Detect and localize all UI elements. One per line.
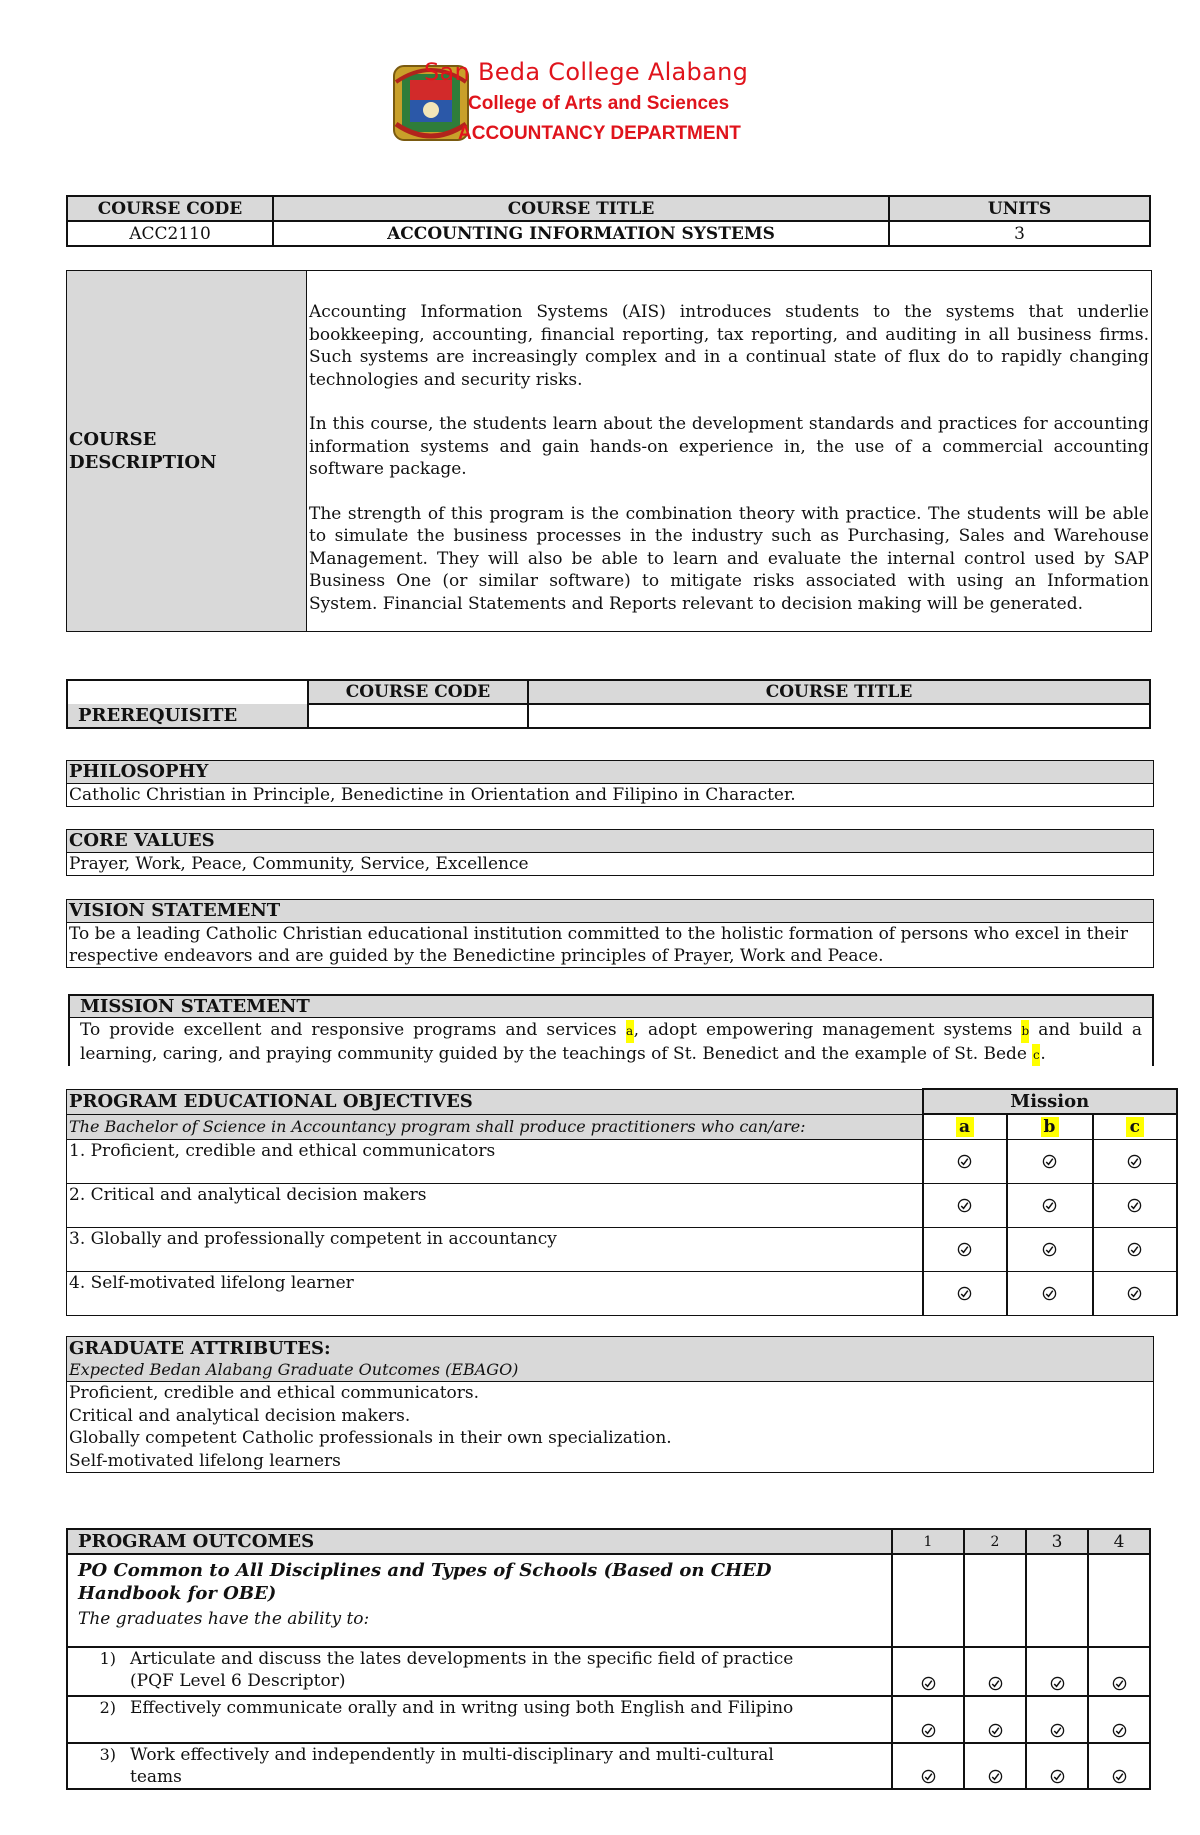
prerequisite-label: PREREQUISITE <box>67 704 308 728</box>
po-intro-subheading: The graduates have the ability to: <box>78 1609 370 1629</box>
course-info-table <box>66 195 1151 247</box>
graduate-attribute-item: Self-motivated lifelong learners <box>69 1450 341 1471</box>
mission-marker-b: b <box>1021 1020 1029 1043</box>
graduate-attributes-title: GRADUATE ATTRIBUTES: <box>67 1337 1153 1359</box>
peo-col-c: c <box>1093 1114 1178 1139</box>
check-mark-icon <box>1042 1198 1057 1213</box>
po-intro <box>67 1554 892 1647</box>
check-mark-icon <box>1127 1286 1142 1301</box>
description-paragraph: The strength of this program is the combination theory with practice. The students will be able to simulate the business processes in the industry such as Purchasing, Sales and Warehouse Management. They will also be able to learn and evaluate the internal control used by SAP Business One (or similar software) to mitigate risks associated with using an Information System. Financial Statements and Reports relevant to decision making will be generated. <box>309 503 1149 614</box>
check-mark-icon <box>957 1198 972 1213</box>
vision-title: VISION STATEMENT <box>67 900 1153 923</box>
check-mark-icon <box>921 1676 936 1691</box>
prereq-title-value <box>528 704 1150 728</box>
check-mark-icon <box>988 1676 1003 1691</box>
check-mark-icon <box>921 1769 936 1784</box>
prerequisite-table <box>66 679 1151 729</box>
mission-text: To provide excellent and responsive programs and services a, adopt empowering management systems b and build a learning, caring, and praying community guided by the teachings of St. Benedict and the example of St. Bede c. <box>70 1018 1152 1066</box>
peo-row-text: 1. Proficient, credible and ethical communicators <box>67 1139 923 1183</box>
check-mark-icon <box>988 1723 1003 1738</box>
philosophy-text: Catholic Christian in Principle, Benedictine in Orientation and Filipino in Character. <box>69 785 796 805</box>
units-header: UNITS <box>889 196 1150 221</box>
mission-title: MISSION STATEMENT <box>70 996 1152 1018</box>
department-name: ACCOUNTANCY DEPARTMENT <box>458 123 741 144</box>
peo-row-text: 3. Globally and professionally competent in accountancy <box>67 1227 923 1271</box>
mission-section <box>68 994 1154 1066</box>
check-mark-icon <box>957 1154 972 1169</box>
peo-col-b: b <box>1007 1114 1093 1139</box>
course-code-header: COURSE CODE <box>67 196 273 221</box>
po-col-1: 1 <box>892 1529 964 1554</box>
core-values-title: CORE VALUES <box>67 830 1153 853</box>
course-code-value: ACC2110 <box>67 221 273 246</box>
program-outcomes-table <box>66 1528 1151 1790</box>
graduate-attribute-item: Globally competent Catholic professionals in their own specialization. <box>69 1428 672 1448</box>
po-row <box>67 1696 1150 1743</box>
course-description-label: COURSE DESCRIPTION <box>67 271 307 632</box>
program-outcomes-title: PROGRAM OUTCOMES <box>67 1529 892 1554</box>
po-row-number: 1) <box>99 1649 116 1668</box>
peo-row-text: 4. Self-motivated lifelong learner <box>67 1271 923 1315</box>
po-row-number: 3) <box>99 1745 116 1764</box>
vision-text: To be a leading Catholic Christian educational institution committed to the holistic formation of persons who excel in their respective endeavors and are guided by the Benedictine principles of Prayer, Work and Peace. <box>69 924 1129 966</box>
check-mark-icon <box>1042 1154 1057 1169</box>
po-row <box>67 1743 1150 1789</box>
check-mark-icon <box>1042 1242 1057 1257</box>
check-mark-icon <box>1127 1198 1142 1213</box>
units-value: 3 <box>889 221 1150 246</box>
philosophy-title: PHILOSOPHY <box>67 761 1153 784</box>
peo-title: PROGRAM EDUCATIONAL OBJECTIVES <box>67 1089 923 1114</box>
peo-row-text: 2. Critical and analytical decision makers <box>67 1183 923 1227</box>
po-intro-heading: PO Common to All Disciplines and Types of Schools (Based on CHED Handbook for OBE) <box>78 1560 772 1604</box>
peo-subtitle: The Bachelor of Science in Accountancy program shall produce practitioners who can/are: <box>67 1114 923 1139</box>
check-mark-icon <box>1050 1723 1065 1738</box>
check-mark-icon <box>1042 1286 1057 1301</box>
prereq-code-header: COURSE CODE <box>308 680 528 704</box>
graduate-attributes-subtitle: Expected Bedan Alabang Graduate Outcomes (EBAGO) <box>67 1359 1153 1382</box>
peo-row <box>67 1139 1178 1183</box>
peo-row <box>67 1271 1178 1315</box>
po-row-text: Articulate and discuss the lates developments in the specific field of practice (PQF Level 6 Descriptor) <box>130 1649 794 1691</box>
po-col-3: 3 <box>1026 1529 1088 1554</box>
check-mark-icon <box>1112 1769 1127 1784</box>
prereq-title-header: COURSE TITLE <box>528 680 1150 704</box>
check-mark-icon <box>957 1286 972 1301</box>
check-mark-icon <box>1112 1676 1127 1691</box>
graduate-attribute-item: Critical and analytical decision makers. <box>69 1405 411 1426</box>
po-row-number: 2) <box>99 1698 116 1717</box>
mission-marker-a: a <box>626 1020 634 1043</box>
check-mark-icon <box>921 1723 936 1738</box>
graduate-attribute-item: Proficient, credible and ethical communicators. <box>69 1383 480 1403</box>
check-mark-icon <box>1127 1242 1142 1257</box>
vision-section <box>66 899 1154 968</box>
mission-marker-c: c <box>1032 1044 1040 1067</box>
course-title-value: ACCOUNTING INFORMATION SYSTEMS <box>273 221 889 246</box>
core-values-section <box>66 829 1154 876</box>
graduate-attributes-section <box>66 1336 1154 1473</box>
po-row <box>67 1647 1150 1696</box>
check-mark-icon <box>1127 1154 1142 1169</box>
philosophy-section <box>66 760 1154 807</box>
check-mark-icon <box>1050 1676 1065 1691</box>
college-name: College of Arts and Sciences <box>468 93 730 114</box>
description-paragraph: In this course, the students learn about the development standards and practices for accounting information systems and gain hands-on experience in, the use of a commercial accounting software package. <box>309 414 1149 479</box>
course-description-table <box>66 270 1152 632</box>
description-paragraph: Accounting Information Systems (AIS) introduces students to the systems that underlie bookkeeping, accounting, financial reporting, tax reporting, and auditing in all business firms. Such systems are increasingly complex and in a continual state of flux do to rapidly changing technologies and security risks. <box>309 302 1149 390</box>
peo-row <box>67 1227 1178 1271</box>
peo-row <box>67 1183 1178 1227</box>
course-description-text <box>307 271 1152 632</box>
po-row-text: Work effectively and independently in multi-disciplinary and multi-cultural teams <box>130 1745 774 1787</box>
peo-col-a: a <box>923 1114 1007 1139</box>
check-mark-icon <box>1050 1769 1065 1784</box>
check-mark-icon <box>988 1769 1003 1784</box>
prereq-code-value <box>308 704 528 728</box>
po-col-4: 4 <box>1088 1529 1150 1554</box>
peo-table <box>66 1088 1178 1316</box>
po-row-text: Effectively communicate orally and in writng using both English and Filipino <box>130 1698 794 1718</box>
peo-mission-header: Mission <box>923 1089 1178 1114</box>
check-mark-icon <box>1112 1723 1127 1738</box>
check-mark-icon <box>957 1242 972 1257</box>
school-name: San Beda College Alabang <box>424 58 749 86</box>
course-title-header: COURSE TITLE <box>273 196 889 221</box>
po-col-2: 2 <box>964 1529 1026 1554</box>
core-values-text: Prayer, Work, Peace, Community, Service, Excellence <box>69 854 529 874</box>
